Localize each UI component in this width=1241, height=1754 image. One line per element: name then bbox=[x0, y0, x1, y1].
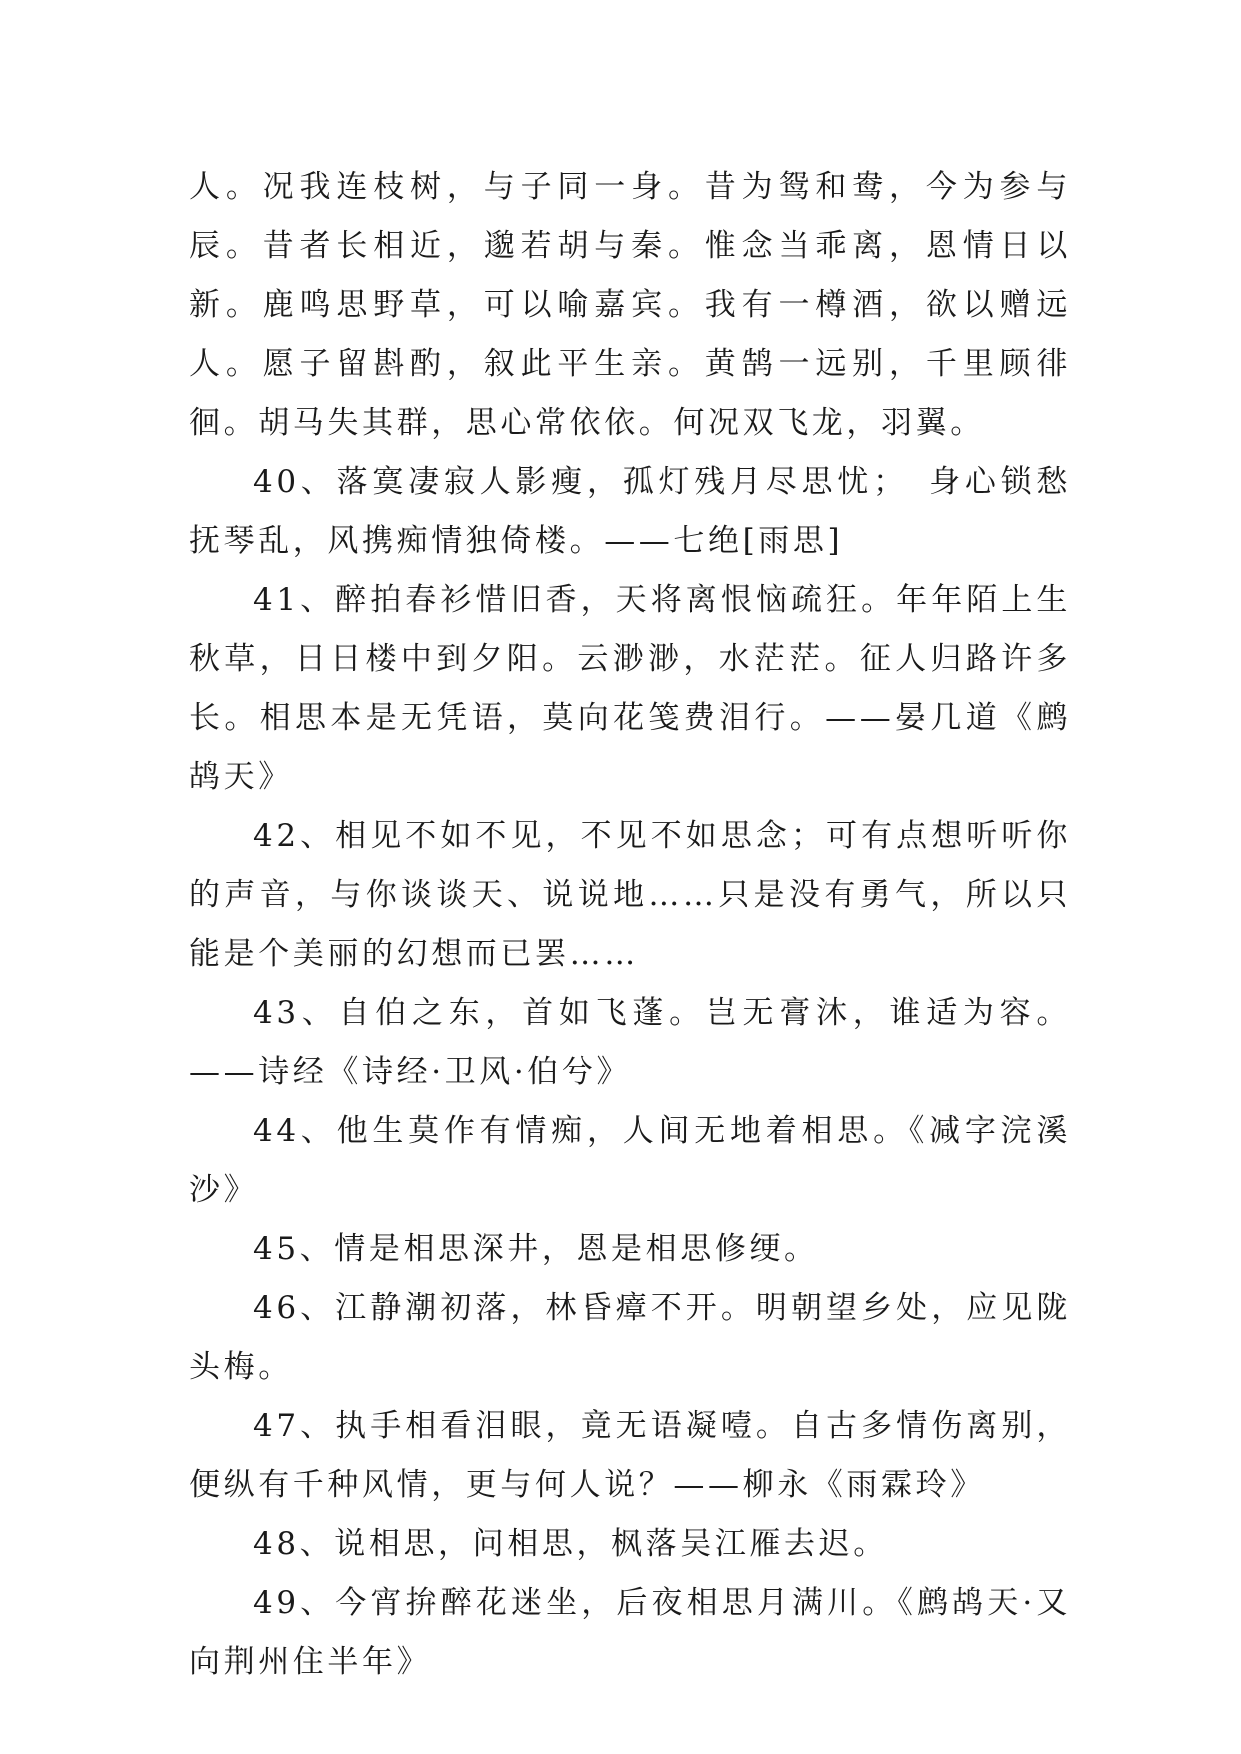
paragraph-47: 47、执手相看泪眼，竟无语凝噎。自古多情伤离别，便纵有千种风情，更与何人说？——柳永《雨霖玲》 bbox=[189, 1408, 1071, 1503]
paragraph-45: 45、情是相思深井，恩是相思修绠。 bbox=[253, 1231, 819, 1267]
document-page bbox=[189, 158, 1071, 1692]
paragraph-49: 49、今宵拚醉花迷坐，后夜相思月满川。《鹧鸪天·又向荆州住半年》 bbox=[189, 1585, 1071, 1680]
paragraph-continuation: 人。况我连枝树，与子同一身。昔为鸳和鸯，今为参与辰。昔者长相近，邈若胡与秦。惟念当乖离，恩情日以新。鹿鸣思野草，可以喻嘉宾。我有一樽酒，欲以赠远人。愿子留斟酌，叙此平生亲。黄鹄一远别，千里顾徘徊。胡马失其群，思心常依依。何况双飞龙，羽翼。 bbox=[189, 169, 1071, 441]
paragraph-40: 40、落寞凄寂人影瘦，孤灯残月尽思忧； 身心锁愁抚琴乱，风携痴情独倚楼。——七绝[雨思] bbox=[189, 464, 1071, 559]
paragraph-44: 44、他生莫作有情痴，人间无地着相思。《减字浣溪沙》 bbox=[189, 1113, 1071, 1208]
paragraph-46: 46、江静潮初落，林昏瘴不开。明朝望乡处，应见陇头梅。 bbox=[189, 1290, 1071, 1385]
paragraph-43: 43、自伯之东，首如飞蓬。岂无膏沐，谁适为容。——诗经《诗经·卫风·伯兮》 bbox=[189, 995, 1071, 1090]
paragraph-42: 42、相见不如不见，不见不如思念；可有点想听听你的声音，与你谈谈天、说说地……只是没有勇气，所以只能是个美丽的幻想而已罢…… bbox=[189, 818, 1071, 972]
paragraph-48: 48、说相思，问相思，枫落吴江雁去迟。 bbox=[253, 1526, 888, 1562]
paragraph-41: 41、醉拍春衫惜旧香，天将离恨恼疏狂。年年陌上生秋草，日日楼中到夕阳。云渺渺，水茫茫。征人归路许多长。相思本是无凭语，莫向花笺费泪行。——晏几道《鹧鸪天》 bbox=[189, 582, 1071, 795]
